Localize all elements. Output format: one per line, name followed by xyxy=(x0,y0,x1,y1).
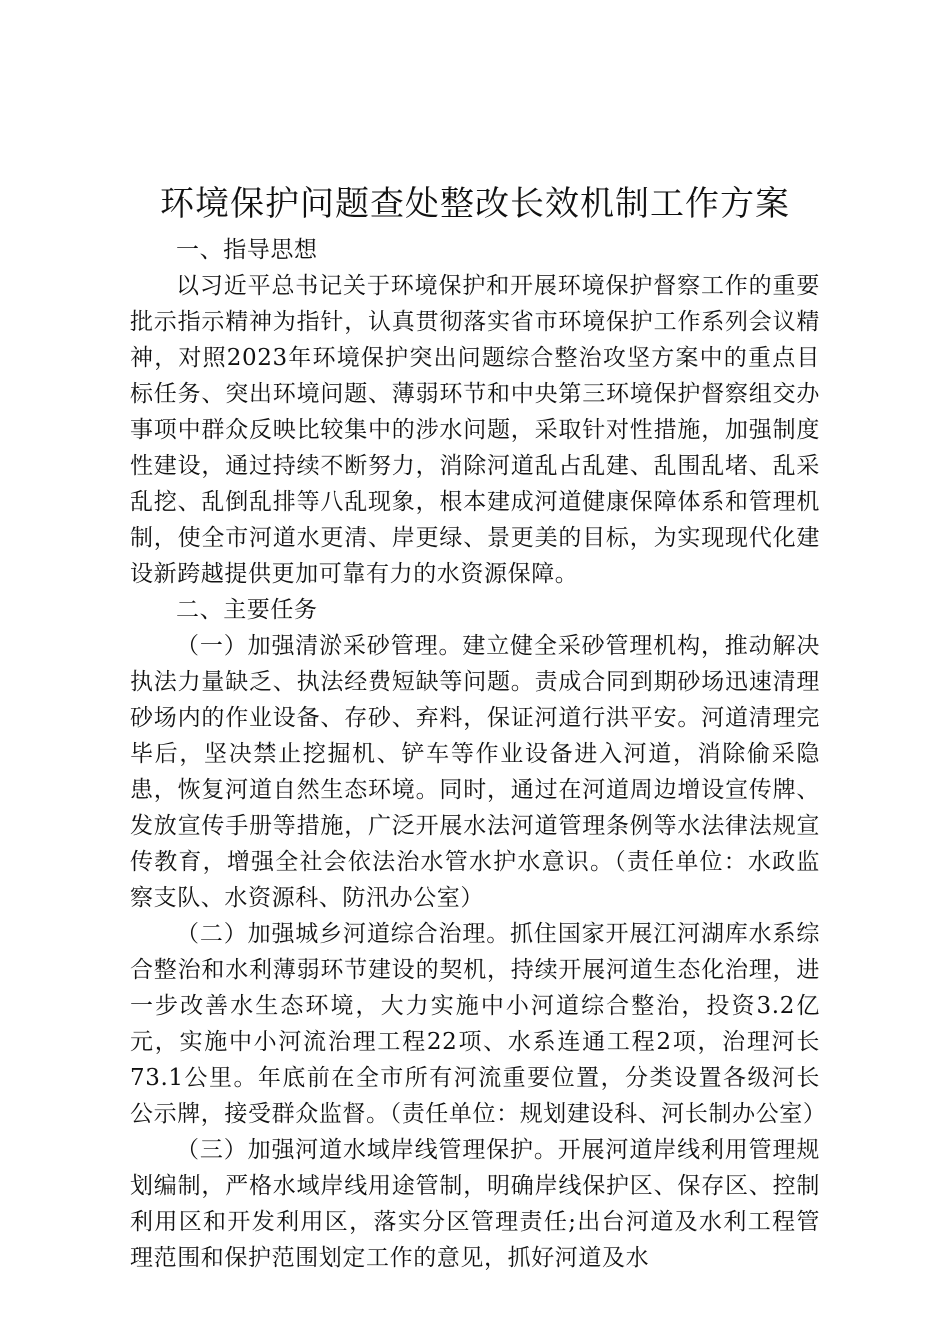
paragraph-task-1: （一）加强清淤采砂管理。建立健全采砂管理机构，推动解决执法力量缺乏、执法经费短缺等问题。责成合同到期砂场迅速清理砂场内的作业设备、存砂、弃料，保证河道行洪平安。河道清理完毕后，坚决禁止挖掘机、铲车等作业设备进入河道，消除偷采隐患，恢复河道自然生态环境。同时，通过在河道周边增设宣传牌、发放宣传手册等措施，广泛开展水法河道管理条例等水法律法规宣传教育，增强全社会依法治水管水护水意识。（责任单位：水政监察支队、水资源科、防汛办公室） xyxy=(130,633,820,911)
paragraph-task-3: （三）加强河道水域岸线管理保护。开展河道岸线利用管理规划编制，严格水域岸线用途管制，明确岸线保护区、保存区、控制利用区和开发利用区，落实分区管理责任;出台河道及水利工程管理范围和保护范围划定工作的意见，抓好河道及水 xyxy=(130,1137,820,1271)
paragraph-guiding-ideology: 以习近平总书记关于环境保护和开展环境保护督察工作的重要批示指示精神为指针，认真贯彻落实省市环境保护工作系列会议精神，对照2023年环境保护突出问题综合整治攻坚方案中的重点目标任务、突出环境问题、薄弱环节和中央第三环境保护督察组交办事项中群众反映比较集中的涉水问题，采取针对性措施，加强制度性建设，通过持续不断努力，消除河道乱占乱建、乱围乱堵、乱采乱挖、乱倒乱排等八乱现象，根本建成河道健康保障体系和管理机制，使全市河道水更清、岸更绿、景更美的目标，为实现现代化建设新跨越提供更加可靠有力的水资源保障。 xyxy=(130,273,820,587)
paragraph-task-2: （二）加强城乡河道综合治理。抓住国家开展江河湖库水系综合整治和水利薄弱环节建设的契机，持续开展河道生态化治理，进一步改善水生态环境，大力实施中小河道综合整治，投资3.2亿元，实施中小河流治理工程22项、水系连通工程2项，治理河长73.1公里。年底前在全市所有河流重要位置，分类设置各级河长公示牌，接受群众监督。（责任单位：规划建设科、河长制办公室） xyxy=(130,921,827,1127)
document-body xyxy=(130,232,827,1276)
document-title: 环境保护问题查处整改长效机制工作方案 xyxy=(160,184,790,224)
section-heading-main-tasks: 二、主要任务 xyxy=(176,597,318,623)
section-heading-guiding-ideology: 一、指导思想 xyxy=(176,237,318,263)
